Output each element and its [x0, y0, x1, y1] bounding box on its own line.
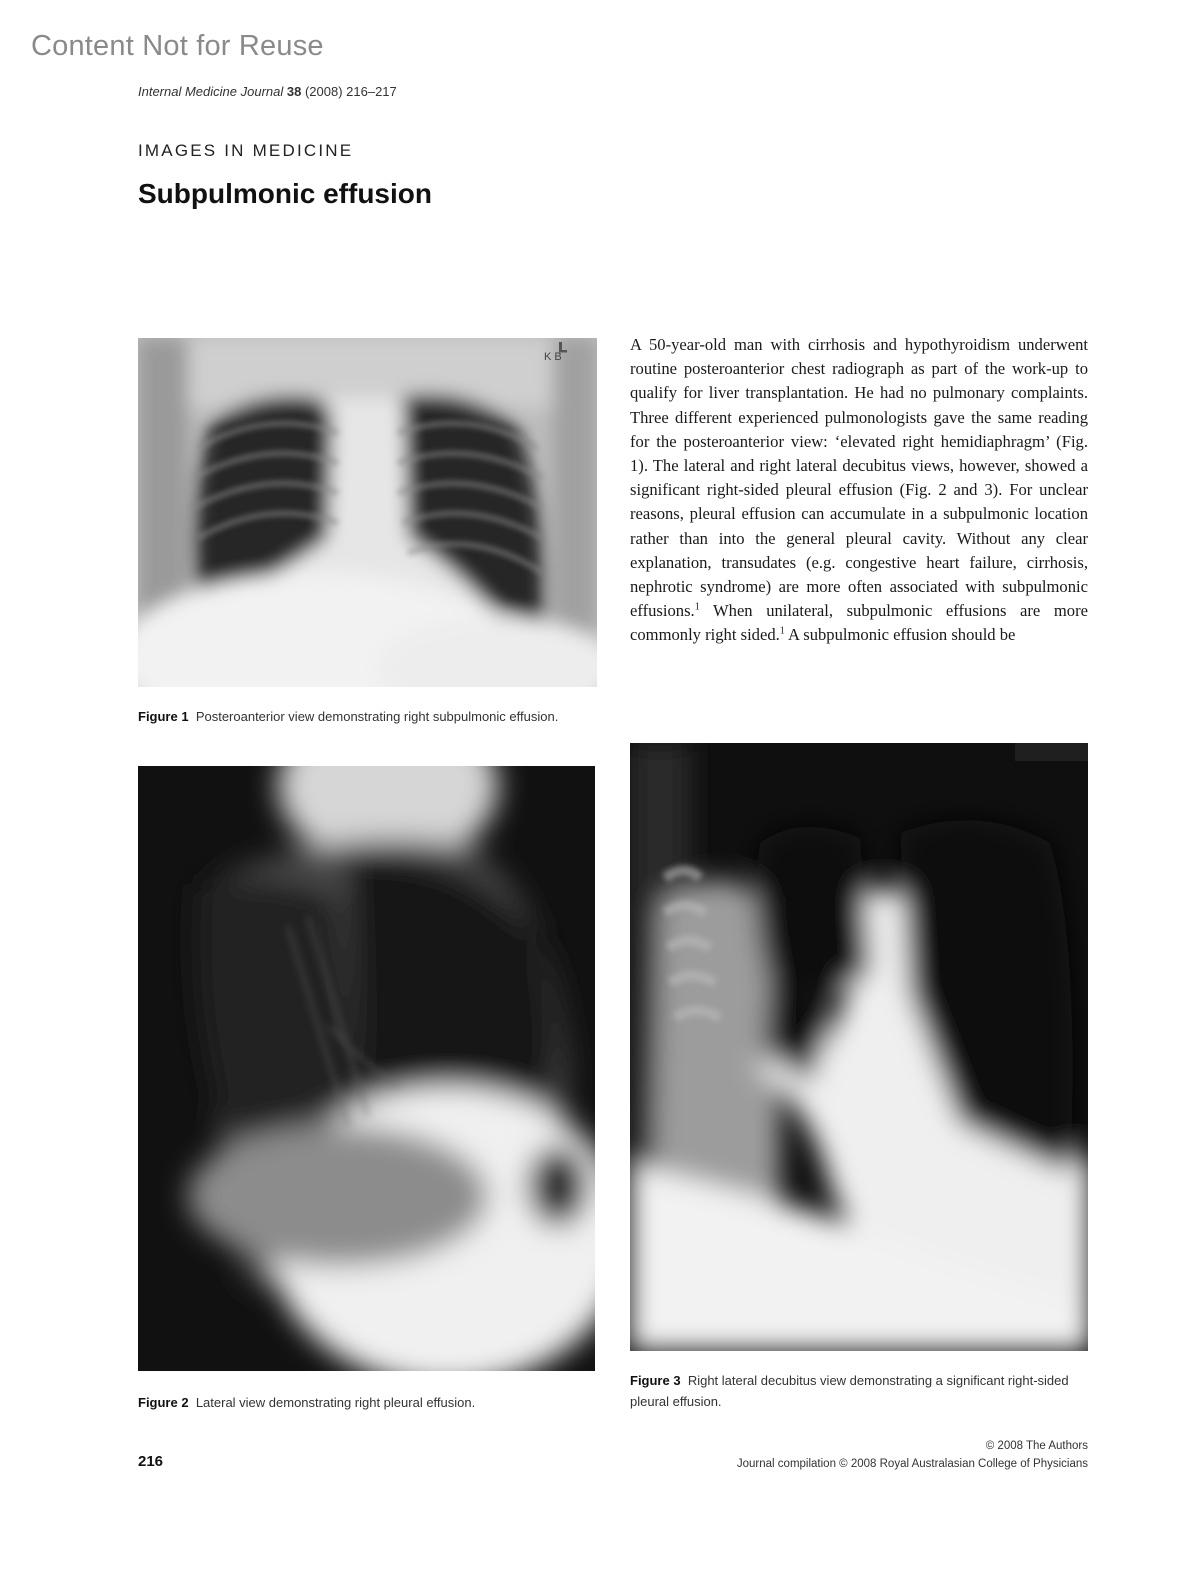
copyright-authors: © 2008 The Authors: [985, 1440, 1088, 1452]
figure-3-image: [630, 743, 1088, 1351]
body-paragraph-part-2: When unilateral, subpulmonic effusions are more commonly right sided.: [630, 601, 1088, 645]
journal-name: Internal Medicine Journal: [138, 84, 284, 99]
copyright-notice: [737, 1437, 1088, 1473]
figure-1-marker: K B: [544, 351, 562, 363]
copyright-journal: Journal compilation © 2008 Royal Australasian College of Physicians: [736, 1458, 1088, 1470]
journal-volume: 38: [286, 84, 302, 99]
reference-2-superscript: 1: [779, 625, 785, 637]
section-label: IMAGES IN MEDICINE: [138, 141, 354, 160]
figure-3-label: Figure 3: [630, 1373, 681, 1388]
article-title: Subpulmonic effusion: [138, 178, 432, 209]
figure-3-caption: [630, 1370, 1090, 1412]
figure-1-label: Figure 1: [138, 709, 189, 724]
figure-1-caption-text: Posteroanterior view demonstrating right subpulmonic effusion.: [195, 709, 559, 724]
figure-1-caption: [138, 706, 608, 727]
figure-3-caption-text: Right lateral decubitus view demonstrating a significant right-sided pleural effusion.: [630, 1373, 1069, 1409]
figure-2-label: Figure 2: [138, 1395, 189, 1410]
article-body: [630, 333, 1088, 648]
reference-1-superscript: 1: [694, 601, 700, 613]
body-paragraph-part-3: A subpulmonic effusion should be: [784, 625, 1016, 645]
page-number: 216: [138, 1453, 164, 1470]
figure-2-caption-text: Lateral view demonstrating right pleural effusion.: [195, 1395, 476, 1410]
body-paragraph-part-1: A 50-year-old man with cirrhosis and hypothyroidism underwent routine posteroanterior chest radiograph as part of the work-up to qualify for liver transplantation. He had no pulmonary complaints. Three different experienced pulmonologists gave the same reading for the posteroanterior view: ‘elevated right hemidiaphragm’ (Fig. 1). The lateral and right lateral decubitus views, however, showed a significant right-sided pleural effusion (Fig. 2 and 3). For unclear reasons, pleural effusion can accumulate in a subpulmonic location rather than into the general pleural cavity. Without any clear explanation, transudates (e.g. congestive heart failure, cirrhosis, nephrotic syndrome) are more often associated with subpulmonic effusions.: [630, 335, 1088, 621]
figure-1-image: [138, 338, 597, 687]
figure-2-image: [138, 766, 595, 1371]
journal-year-pages: (2008) 216–217: [304, 84, 397, 99]
journal-citation: [138, 84, 397, 99]
figure-2-caption: [138, 1392, 598, 1413]
watermark: Content Not for Reuse: [31, 30, 324, 62]
